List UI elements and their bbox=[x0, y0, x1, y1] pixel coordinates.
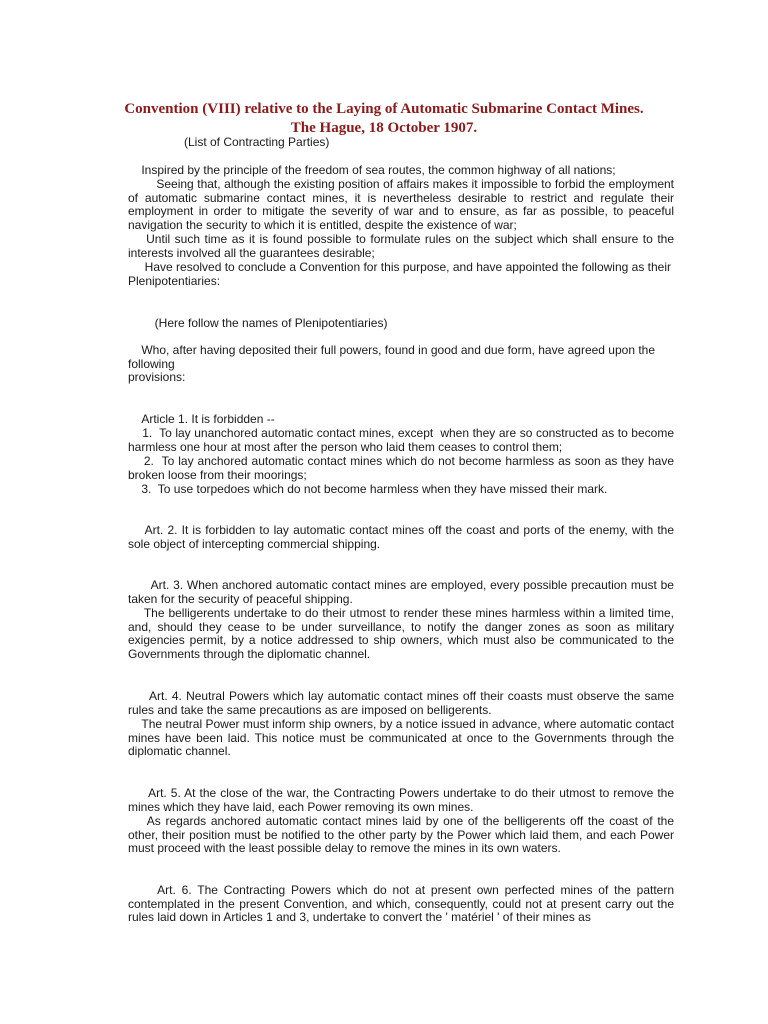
article-4-paragraph-2: The neutral Power must inform ship owners, by a notice issued in advance, where automatic contact mines have been laid. This notice must be communicated at once to the Governments through the diplomatic channel. bbox=[128, 717, 678, 759]
preamble-paragraph-6: Who, after having deposited their full powers, found in good and due form, have agreed upon the following provisions: bbox=[128, 343, 656, 385]
article-4-paragraph-1: Art. 4. Neutral Powers which lay automatic contact mines off their coasts must observe the same rules and take the same precautions as are imposed on belligerents. bbox=[128, 689, 678, 717]
article-1-item-2: 2. To lay anchored automatic contact mines which do not become harmless as soon as they have broken loose from their moorings; bbox=[128, 454, 678, 482]
document-title-line2: The Hague, 18 October 1907. bbox=[290, 120, 478, 136]
article-2: Art. 2. It is forbidden to lay automatic contact mines off the coast and ports of the enemy, with the sole object of intercepting commercial shipping. bbox=[128, 523, 678, 551]
preamble-paragraph-2: Seeing that, although the existing position of affairs makes it impossible to forbid the employment of automatic submarine contact mines, it is nevertheless desirable to restrict and regulate their employment in order to mitigate the severity of war and to ensure, as far as possible, to peaceful navigation the security to which it is entitled, despite the existence of war; bbox=[128, 177, 678, 232]
article-1-item-3: 3. To use torpedoes which do not become harmless when they have missed their mark. bbox=[128, 482, 608, 496]
preamble-paragraph-3: Until such time as it is found possible to formulate rules on the subject which shall ensure to the interests involved all the guarantees desirable; bbox=[128, 232, 678, 260]
article-6: Art. 6. The Contracting Powers which do not at present own perfected mines of the pattern contemplated in the present Convention, and which, consequently, could not at present carry out the rules laid down in Articles 1 and 3, undertake to convert the ' matériel ' of their mines as bbox=[128, 883, 678, 925]
article-1-heading: Article 1. It is forbidden -- bbox=[128, 412, 275, 426]
article-5-paragraph-2: As regards anchored automatic contact mines laid by one of the belligerents off the coast of the other, their position must be notified to the other party by the Power which laid them, and each Power must proceed with the least possible delay to remove the mines in its own waters. bbox=[128, 814, 678, 856]
preamble-paragraph-4: Have resolved to conclude a Convention for this purpose, and have appointed the following as their Plenipotentiaries: bbox=[128, 260, 672, 288]
preamble-paragraph-1: Inspired by the principle of the freedom of sea routes, the common highway of all nations; bbox=[128, 163, 616, 177]
document-subtitle: (List of Contracting Parties) bbox=[184, 135, 330, 149]
article-3-paragraph-1: Art. 3. When anchored automatic contact mines are employed, every possible precaution must be taken for the security of peaceful shipping. bbox=[128, 578, 678, 606]
document-title-line1: Convention (VIII) relative to the Laying of Automatic Submarine Contact Mines. bbox=[124, 101, 644, 117]
preamble-paragraph-5: (Here follow the names of Plenipotentiaries) bbox=[128, 316, 388, 330]
article-1-item-1: 1. To lay unanchored automatic contact mines, except when they are so constructed as to become harmless one hour at most after the person who laid them ceases to control them; bbox=[128, 426, 678, 454]
article-3-paragraph-2: The belligerents undertake to do their utmost to render these mines harmless within a limited time, and, should they cease to be under surveillance, to notify the danger zones as soon as military exigencies permit, by a notice addressed to ship owners, which must also be communicated to the Governments through the diplomatic channel. bbox=[128, 606, 678, 661]
article-5-paragraph-1: Art. 5. At the close of the war, the Contracting Powers undertake to do their utmost to remove the mines which they have laid, each Power removing its own mines. bbox=[128, 786, 678, 814]
